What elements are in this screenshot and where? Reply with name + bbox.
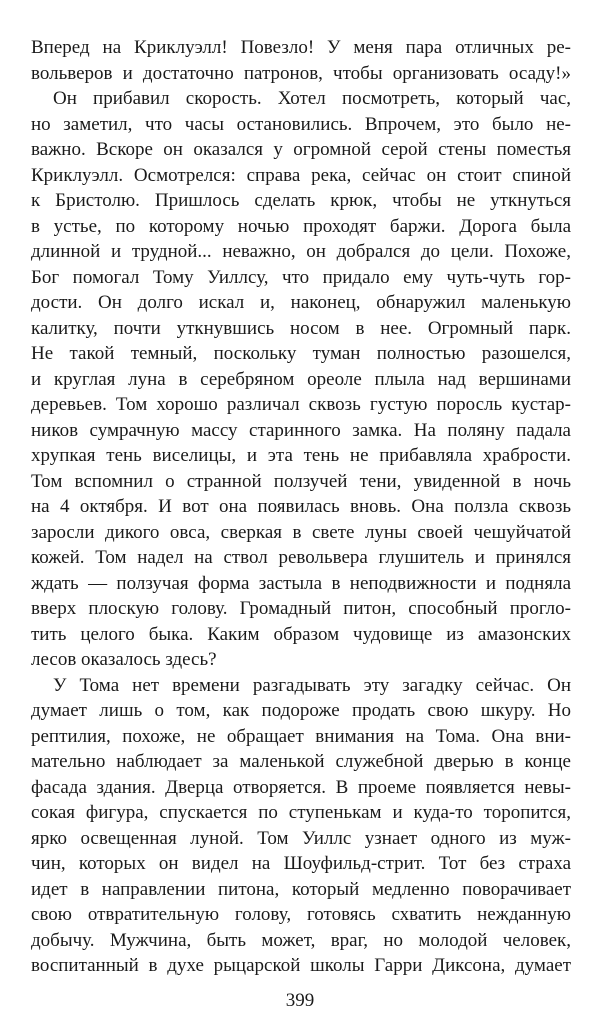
text-line: калитку, почти уткнувшись носом в нее. Огромный парк.	[31, 317, 571, 339]
text-line: но заметил, что часы остановились. Впрочем, это было не-	[31, 113, 571, 135]
text-line: хрупкая тень виселицы, и эта тень не прибавляла храбрости.	[31, 445, 571, 466]
text-line: длинной и трудной... неважно, он добрался до цели. Похоже,	[31, 241, 571, 262]
text-line: идет в направлении питона, который медленно поворачивает	[31, 878, 571, 900]
text-line: Криклуэлл. Осмотрелся: справа река, сейчас он стоит спиной	[31, 164, 571, 186]
text-line: ярко освещенная луной. Том Уиллс узнает одного из муж-	[31, 827, 571, 849]
text-line: добычу. Мужчина, быть может, враг, но молодой человек,	[31, 929, 571, 951]
text-line: вверх плоскую голову. Громадный питон, способный прогло-	[31, 598, 571, 619]
text-line: рептилия, похоже, не обращает внимания на Тома. Она вни-	[31, 725, 571, 747]
page-body-text	[31, 35, 571, 979]
text-line: вольверов и достаточно патронов, чтобы организовать осаду!»	[31, 62, 571, 84]
text-line: кожей. Том надел на ствол револьвера глушитель и принялся	[31, 547, 571, 568]
text-line: сокая фигура, спускается по ступенькам и куда-то торопится,	[31, 802, 571, 823]
text-line: тить целого быка. Каким образом чудовище из амазонских	[31, 623, 571, 645]
paragraph	[31, 86, 571, 673]
text-line: Он прибавил скорость. Хотел посмотреть, который час,	[53, 88, 571, 109]
text-line: думает лишь о том, как подороже продать свою шкуру. Но	[31, 700, 571, 721]
text-line: на 4 октября. И вот она появилась вновь. Она ползла сквозь	[31, 496, 571, 517]
paragraph	[31, 35, 571, 86]
text-line: фасада здания. Дверца отворяется. В проеме появляется невы-	[31, 776, 571, 798]
text-line: ников сумрачную массу старинного замка. На поляну падала	[31, 419, 571, 441]
text-line: и круглая луна в серебряном ореоле плыла над вершинами	[31, 368, 571, 390]
text-line: У Тома нет времени разгадывать эту загадку сейчас. Он	[53, 674, 571, 696]
text-line: дости. Он долго искал и, наконец, обнаружил маленькую	[31, 292, 571, 313]
text-line: лесов оказалось здесь?	[31, 649, 217, 670]
text-line: Бог помогал Тому Уиллсу, что придало ему чуть-чуть гор-	[31, 266, 571, 288]
text-line: заросли дикого овса, сверкая в свете луны своей чешуйчатой	[31, 521, 571, 543]
text-line: мательно наблюдает за маленькой служебной дверью в конце	[31, 751, 571, 772]
text-line: ждать — ползучая форма застыла в неподвижности и подняла	[31, 572, 571, 594]
text-line: Вперед на Криклуэлл! Повезло! У меня пара отличных ре-	[31, 37, 571, 58]
text-line: к Бристолю. Пришлось сделать крюк, чтобы не уткнуться	[31, 190, 571, 211]
text-line: свою отвратительную голову, готовясь схватить нежданную	[31, 904, 571, 925]
text-line: Не такой темный, поскольку туман полностью разошелся,	[31, 343, 571, 364]
text-line: чин, которых он видел на Шоуфильд-стрит. Тот без страха	[31, 853, 571, 874]
text-line: в устье, по которому ночью проходят баржи. Дорога была	[31, 215, 571, 237]
text-line: воспитанный в духе рыцарской школы Гарри Диксона, думает	[31, 955, 571, 976]
paragraph	[31, 673, 571, 979]
text-line: важно. Вскоре он оказался у огромной серой стены поместья	[31, 139, 571, 160]
page-number: 399	[285, 990, 315, 1011]
text-line: деревьев. Том хорошо различал сквозь густую поросль кустар-	[31, 394, 571, 415]
text-line: Том вспомнил о странной ползучей тени, увиденной в ночь	[31, 470, 571, 492]
